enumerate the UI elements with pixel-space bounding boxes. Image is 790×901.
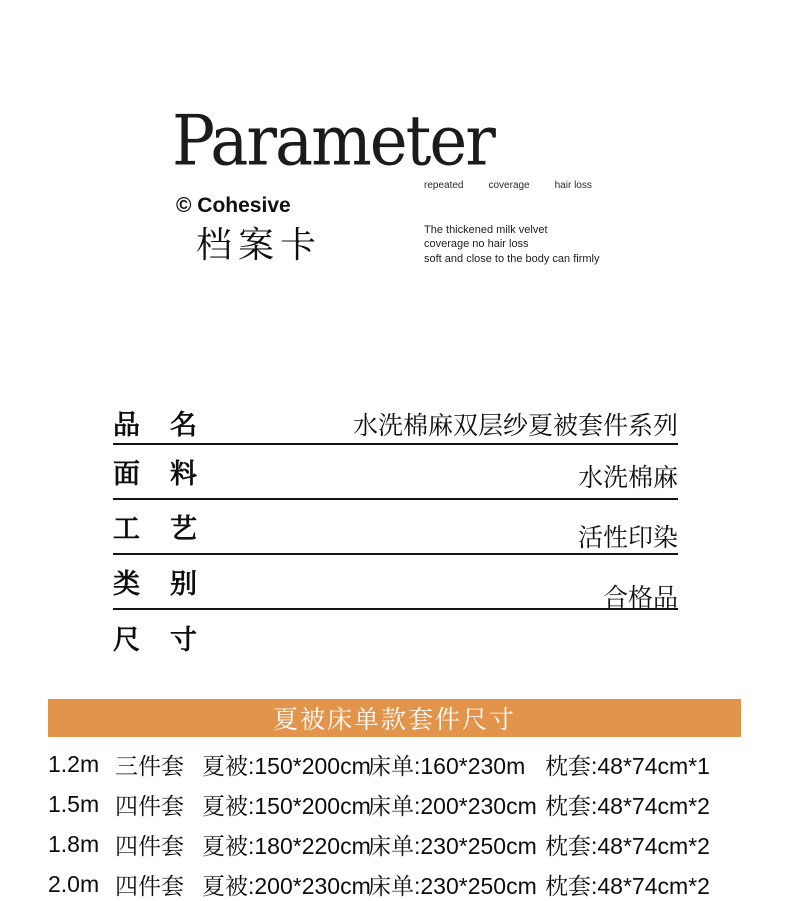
spec-label: 品名	[113, 410, 227, 440]
size-cell-set-type: 四件套	[115, 792, 184, 819]
size-cell-pillow: 枕套:48*74cm*2	[545, 792, 710, 819]
spec-value: 合格品	[602, 583, 678, 612]
size-cell-quilt: 夏被:150*200cm	[202, 752, 371, 779]
size-cell-quilt: 夏被:150*200cm	[202, 792, 371, 819]
product-description	[424, 223, 599, 266]
spec-row-category	[113, 555, 678, 610]
spec-value: 活性印染	[577, 523, 678, 552]
size-row	[48, 744, 728, 784]
feature-label-coverage: coverage	[488, 180, 530, 191]
feature-labels	[424, 180, 592, 191]
spec-value: 水洗棉麻	[577, 463, 678, 492]
size-table	[48, 744, 728, 901]
description-line: The thickened milk velvet	[424, 224, 548, 236]
description-line: soft and close to the body can firmly	[424, 252, 600, 265]
spec-row-craft	[113, 500, 678, 555]
size-cell-set-type: 三件套	[115, 752, 184, 779]
spec-label: 尺寸	[113, 625, 227, 655]
size-cell-pillow: 枕套:48*74cm*2	[545, 832, 710, 859]
size-cell-sheet: 床单:160*230m	[368, 752, 526, 779]
size-cell-sheet: 床单:230*250cm	[368, 832, 537, 859]
size-section-banner-title: 夏被床单款套件尺寸	[272, 706, 516, 734]
spec-label: 面料	[113, 459, 227, 489]
spec-label: 类别	[113, 569, 227, 599]
size-cell-set-type: 四件套	[115, 832, 184, 859]
size-cell-set-type: 四件套	[115, 872, 184, 899]
size-row	[48, 864, 728, 901]
feature-label-hair-loss: hair loss	[554, 180, 592, 191]
size-cell-bed-size: 1.8m	[48, 830, 100, 857]
size-cell-pillow: 枕套:48*74cm*1	[545, 752, 710, 779]
size-row	[48, 784, 728, 824]
spec-row-product-name	[113, 402, 678, 445]
feature-label-repeated: repeated	[424, 180, 464, 191]
spec-value: 水洗棉麻双层纱夏被套件系列	[352, 411, 678, 440]
spec-row-fabric	[113, 445, 678, 500]
page-title: Parameter	[172, 101, 494, 182]
size-cell-bed-size: 1.5m	[48, 790, 100, 817]
spec-row-size	[113, 610, 678, 665]
size-cell-pillow: 枕套:48*74cm*2	[545, 872, 710, 899]
size-row	[48, 824, 728, 864]
size-section-banner	[48, 699, 741, 737]
brand-label: © Cohesive	[176, 194, 291, 217]
size-cell-quilt: 夏被:200*230cm	[202, 872, 371, 899]
size-cell-bed-size: 1.2m	[48, 750, 100, 777]
spec-table	[113, 402, 678, 665]
archive-card-subtitle: 档案卡	[196, 224, 323, 265]
size-cell-sheet: 床单:200*230cm	[368, 792, 537, 819]
size-cell-sheet: 床单:230*250cm	[368, 872, 537, 899]
description-line: coverage no hair loss	[424, 238, 529, 251]
size-cell-quilt: 夏被:180*220cm	[202, 832, 371, 859]
spec-label: 工艺	[113, 514, 227, 544]
size-cell-bed-size: 2.0m	[48, 870, 100, 897]
